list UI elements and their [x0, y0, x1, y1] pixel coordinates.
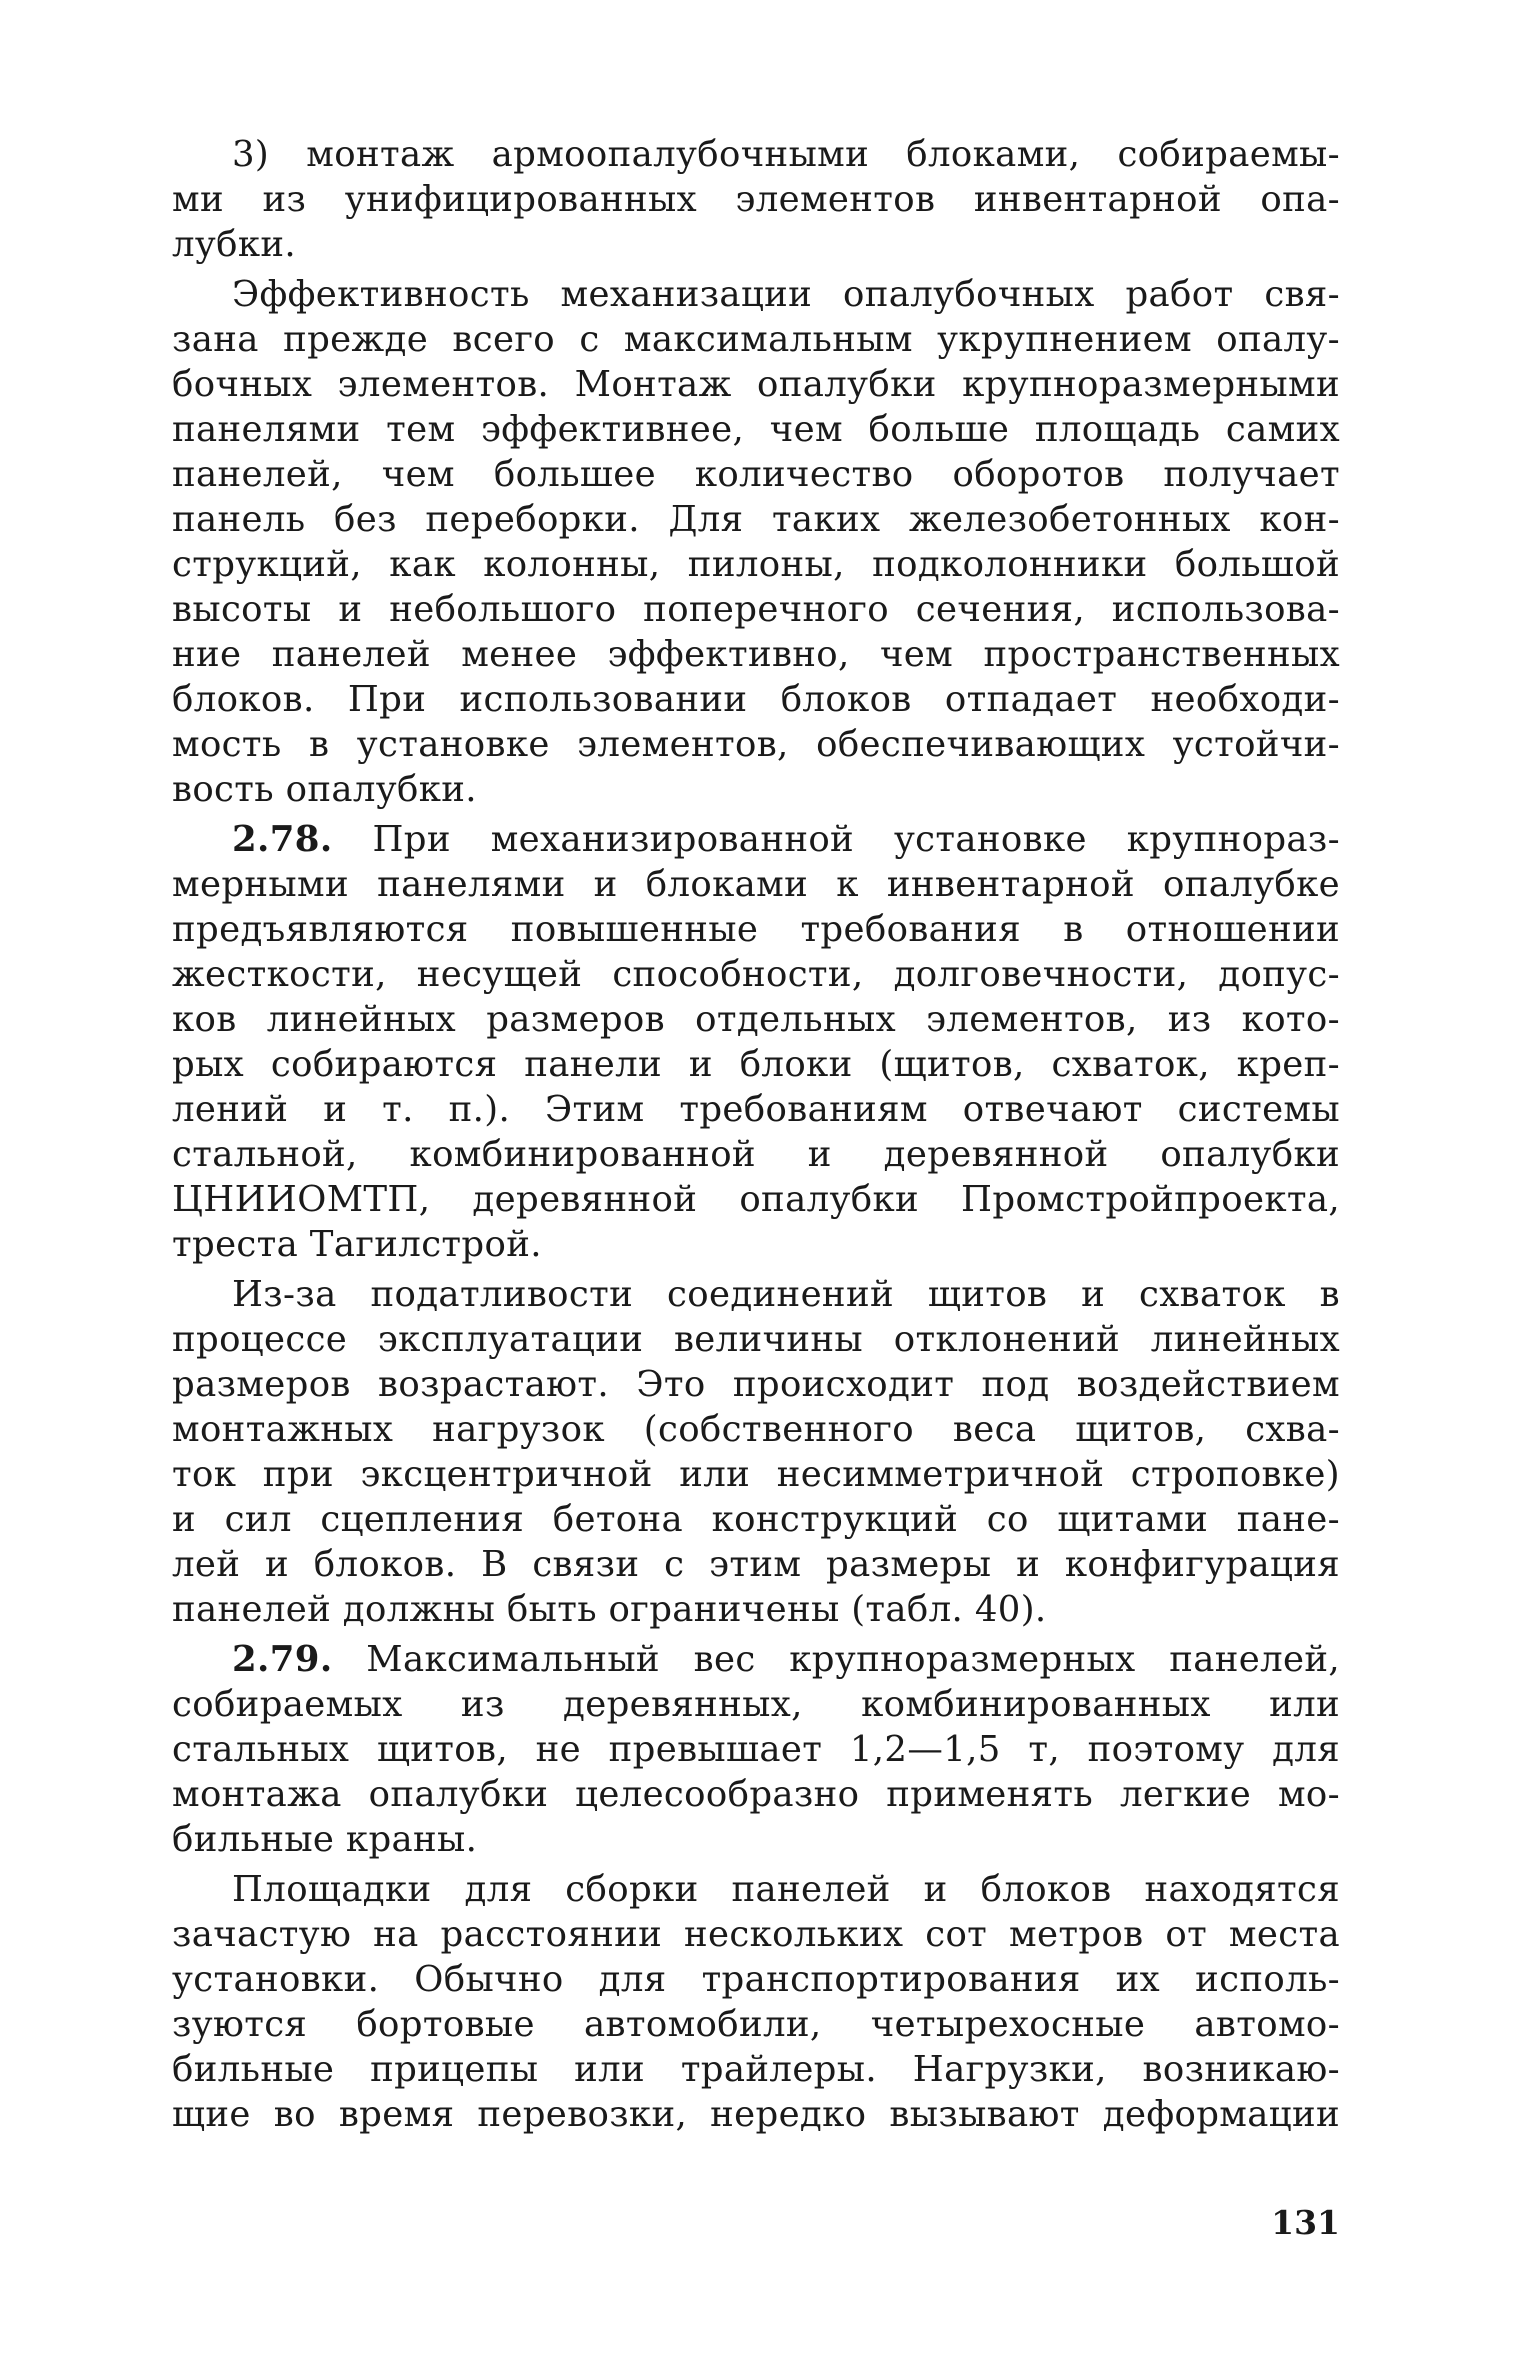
paragraph	[172, 1637, 1340, 1862]
line-text: собираемых из деревянных, комбинированных или	[172, 1684, 1340, 1725]
text-line	[172, 132, 1340, 177]
line-text: и сил сцепления бетона конструкций со щитами пане-	[172, 1499, 1340, 1540]
line-text: панелями тем эффективнее, чем больше площадь самих	[172, 409, 1340, 450]
line-text: установки. Обычно для транспортирования их исполь-	[172, 1959, 1340, 2000]
line-text: мость в установке элементов, обеспечивающих устойчи-	[172, 724, 1340, 765]
line-text: лений и т. п.). Этим требованиям отвечают системы	[172, 1089, 1340, 1130]
line-text: жесткости, несущей способности, долговечности, допус-	[172, 954, 1340, 995]
text-line	[172, 862, 1340, 907]
text-line	[172, 2047, 1340, 2092]
text-line	[172, 1682, 1340, 1727]
line-text: Площадки для сборки панелей и блоков находятся	[232, 1869, 1340, 1910]
line-text: Эффективность механизации опалубочных работ свя-	[232, 274, 1340, 315]
text-line	[172, 1772, 1340, 1817]
line-text: бочных элементов. Монтаж опалубки крупноразмерными	[172, 364, 1340, 405]
text-line	[172, 1637, 1340, 1682]
line-text: 3) монтаж армоопалубочными блоками, собираемы-	[232, 134, 1340, 175]
section-number: 2.79.	[232, 1639, 333, 1680]
line-text: ЦНИИОМТП, деревянной опалубки Промстройпроекта,	[172, 1179, 1340, 1220]
text-line	[172, 952, 1340, 997]
text-line	[172, 1087, 1340, 1132]
text-line	[172, 222, 1340, 267]
line-text: щие во время перевозки, нередко вызывают деформации	[172, 2094, 1340, 2135]
text-line	[172, 1272, 1340, 1317]
text-line	[172, 907, 1340, 952]
line-text: размеров возрастают. Это происходит под воздействием	[172, 1364, 1340, 1405]
paragraph	[172, 1867, 1340, 2137]
text-line	[172, 1407, 1340, 1452]
text-line	[172, 997, 1340, 1042]
line-text: зуются бортовые автомобили, четырехосные автомо-	[172, 2004, 1340, 2045]
text-line	[172, 1362, 1340, 1407]
line-text: монтажных нагрузок (собственного веса щитов, схва-	[172, 1409, 1340, 1450]
line-text: бильные прицепы или трайлеры. Нагрузки, возникаю-	[172, 2049, 1340, 2090]
line-text: При механизированной установке крупнораз-	[372, 819, 1340, 860]
line-text: монтажа опалубки целесообразно применять легкие мо-	[172, 1774, 1340, 1815]
text-line	[172, 1727, 1340, 1772]
line-text: стальных щитов, не превышает 1,2—1,5 т, поэтому для	[172, 1729, 1340, 1770]
text-line	[172, 2092, 1340, 2137]
text-line	[172, 632, 1340, 677]
line-text: зана прежде всего с максимальным укрупнением опалу-	[172, 319, 1340, 360]
text-line	[172, 1497, 1340, 1542]
text-line	[172, 452, 1340, 497]
text-line	[172, 1042, 1340, 1087]
text-line	[172, 587, 1340, 632]
paragraph	[172, 817, 1340, 1267]
text-line	[172, 407, 1340, 452]
line-text: ков линейных размеров отдельных элементов, из кото-	[172, 999, 1340, 1040]
line-text: высоты и небольшого поперечного сечения, использова-	[172, 589, 1340, 630]
paragraph	[172, 132, 1340, 267]
text-line	[172, 767, 1340, 812]
line-text: панелей, чем большее количество оборотов получает	[172, 454, 1340, 495]
text-line	[172, 177, 1340, 222]
text-line	[172, 1817, 1340, 1862]
paragraph	[172, 1272, 1340, 1632]
text-line	[172, 1542, 1340, 1587]
line-text: панель без переборки. Для таких железобетонных кон-	[172, 499, 1340, 540]
text-line	[172, 272, 1340, 317]
text-line	[172, 1912, 1340, 1957]
line-text: бильные краны.	[172, 1819, 478, 1860]
text-line	[172, 542, 1340, 587]
line-text: вость опалубки.	[172, 769, 477, 810]
line-text: предъявляются повышенные требования в отношении	[172, 909, 1340, 950]
text-line	[172, 362, 1340, 407]
line-text: панелей должны быть ограничены (табл. 40).	[172, 1589, 1047, 1630]
text-line	[172, 1867, 1340, 1912]
text-line	[172, 1452, 1340, 1497]
body-text	[172, 132, 1340, 2137]
line-text: зачастую на расстоянии нескольких сот метров от места	[172, 1914, 1340, 1955]
text-line	[172, 1957, 1340, 2002]
line-text: блоков. При использовании блоков отпадает необходи-	[172, 679, 1340, 720]
text-line	[172, 1222, 1340, 1267]
text-line	[172, 1132, 1340, 1177]
line-text: ток при эксцентричной или несимметричной строповке)	[172, 1454, 1340, 1495]
line-text: процессе эксплуатации величины отклонений линейных	[172, 1319, 1340, 1360]
text-line	[172, 1317, 1340, 1362]
text-line	[172, 2002, 1340, 2047]
text-line	[172, 497, 1340, 542]
page-number: 131	[1271, 2203, 1340, 2242]
text-line	[172, 817, 1340, 862]
line-text: лубки.	[172, 224, 297, 265]
text-line	[172, 1587, 1340, 1632]
text-line	[172, 722, 1340, 767]
line-text: мерными панелями и блоками к инвентарной опалубке	[172, 864, 1340, 905]
text-line	[172, 1177, 1340, 1222]
line-text: Максимальный вес крупноразмерных панелей,	[366, 1639, 1340, 1680]
line-text: ние панелей менее эффективно, чем пространственных	[172, 634, 1340, 675]
paragraph	[172, 272, 1340, 812]
line-text: Из-за податливости соединений щитов и схваток в	[232, 1274, 1340, 1315]
text-line	[172, 677, 1340, 722]
line-text: струкций, как колонны, пилоны, подколонники большой	[172, 544, 1340, 585]
line-text: треста Тагилстрой.	[172, 1224, 542, 1265]
line-text: рых собираются панели и блоки (щитов, схваток, креп-	[172, 1044, 1340, 1085]
line-text: ми из унифицированных элементов инвентарной опа-	[172, 179, 1340, 220]
section-number: 2.78.	[232, 819, 333, 860]
line-text: лей и блоков. В связи с этим размеры и конфигурация	[172, 1544, 1340, 1585]
line-text: стальной, комбинированной и деревянной опалубки	[172, 1134, 1340, 1175]
text-line	[172, 317, 1340, 362]
